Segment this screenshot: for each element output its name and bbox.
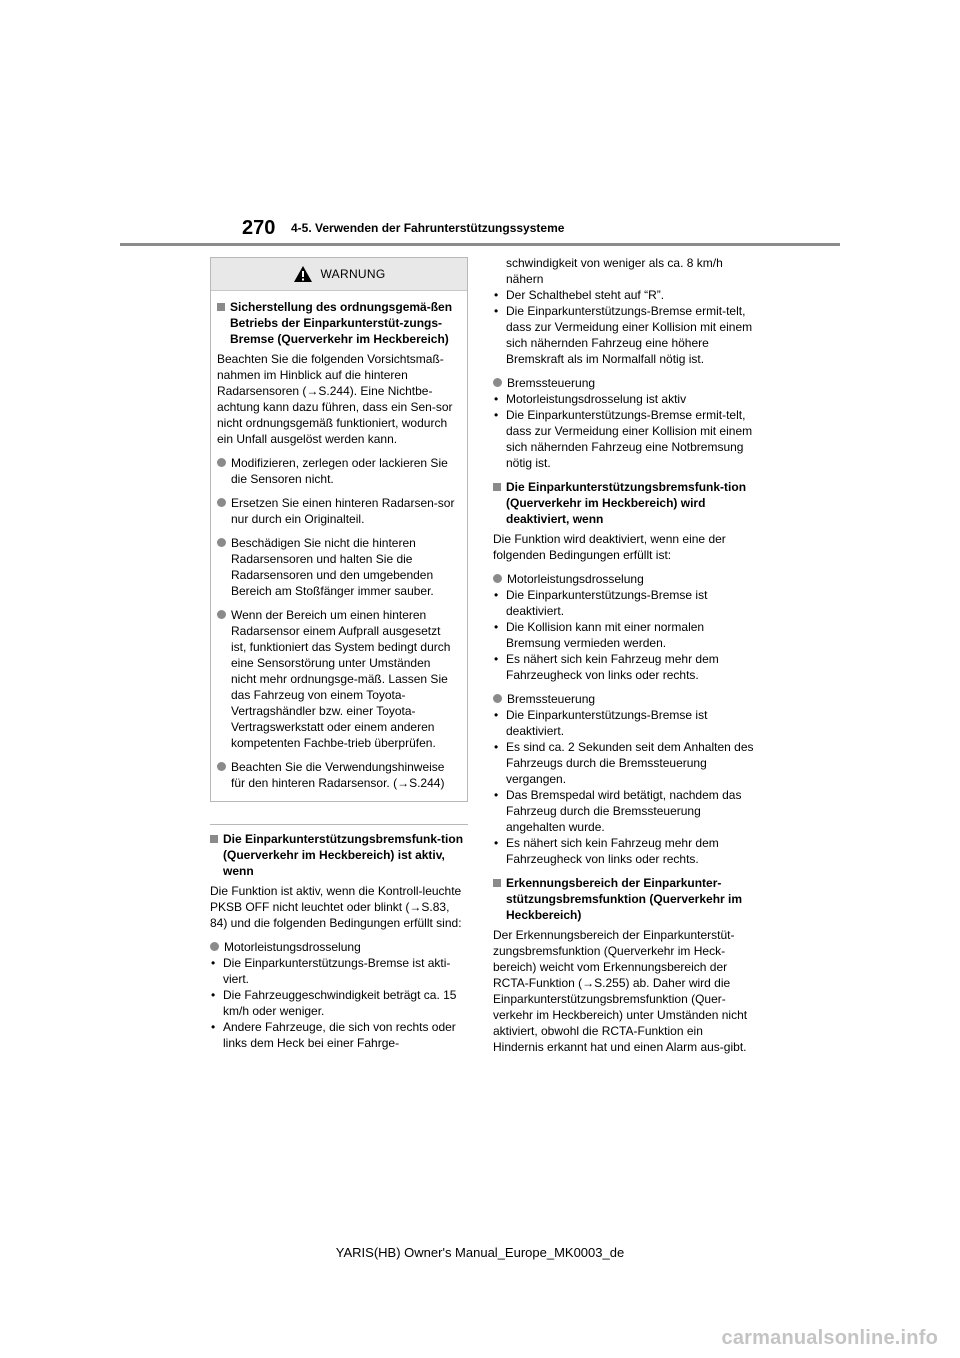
circle-bullet-icon xyxy=(493,378,502,387)
warning-content xyxy=(211,291,467,791)
circle-bullet-icon xyxy=(493,574,502,583)
warning-triangle-icon xyxy=(293,265,313,283)
active-group xyxy=(210,939,468,1051)
warning-title: WARNUNG xyxy=(320,267,386,281)
square-bullet-icon xyxy=(217,303,225,311)
square-bullet-icon xyxy=(493,879,501,887)
warning-heading-text: Sicherstellung des ordnungsgemä-ßen Betriebs der Einparkunterstüt-zungs-Bremse (Querverkehr im Heckbereich) xyxy=(230,300,453,346)
section-title: 4-5. Verwenden der Fahrunterstützungssysteme xyxy=(291,221,565,235)
list-item: • Die Fahrzeuggeschwindigkeit beträgt ca. 15 km/h oder weniger. xyxy=(210,987,468,1019)
watermark: carmanualsonline.info xyxy=(721,1327,938,1349)
active-group-2-label-text: Bremssteuerung xyxy=(507,376,596,390)
square-bullet-icon xyxy=(210,835,218,843)
detection-heading-text: Erkennungsbereich der Einparkunter-stützungsbremsfunktion (Querverkehr im Heckbereich) xyxy=(506,876,743,922)
list-item-text-part: Andere Fahrzeuge, die sich von rechts oder links dem Heck bei einer Fahrge- xyxy=(223,1020,456,1050)
list-item: • Die Einparkunterstützungs-Bremse ist deaktiviert. xyxy=(493,587,755,619)
list-item: • Die Einparkunterstützungs-Bremse ist akti-viert. xyxy=(210,955,468,987)
warning-item-text: Modifizieren, zerlegen oder lackieren Sie die Sensoren nicht. xyxy=(231,456,448,486)
active-group-2-label xyxy=(493,375,755,391)
footer-text: YARIS(HB) Owner's Manual_Europe_MK0003_de xyxy=(335,1245,625,1260)
deactivated-heading-text: Die Einparkunterstützungsbremsfunk-tion (Querverkehr im Heckbereich) wird deaktiviert, wenn xyxy=(506,480,747,526)
warning-item-text: Wenn der Bereich um einen hinteren Radarsensor einem Aufprall ausgesetzt ist, funktioniert das System bedingt durch eine Sensorstörung unter Umständen nicht mehr ordnungsge-mäß. Lassen Sie das Fahrzeug von einem Toyota-Vertragshändler bzw. einer Toyota-Vertragswerkstatt oder einem anderen kompetenten Fachbe-trieb überprüfen. xyxy=(231,608,451,750)
warning-item-text: Beachten Sie die Verwendungshinweise für den hinteren Radarsensor. (→S.244) xyxy=(231,760,445,790)
header-rule xyxy=(120,243,840,246)
circle-bullet-icon xyxy=(217,762,226,771)
active-intro: Die Funktion ist aktiv, wenn die Kontroll-leuchte PKSB OFF nicht leuchtet oder blinkt (→S.83, 84) und die folgenden Bedingungen erfüllt sind: xyxy=(210,884,462,930)
warning-item xyxy=(217,455,459,487)
detection-text: Der Erkennungsbereich der Einparkunterstüt-zungsbremsfunktion (Querverkehr im Heck-bereich) weicht vom Erkennungsbereich der RCTA-Funktion (→S.255) ab. Daher wird die Einparkunterstützungsbremsfunktion (Quer-verkehr im Heckbereich) unter Umständen nicht aktiviert, obwohl die RCTA-Funktion ein Hindernis erkannt hat und einen Alarm aus-gibt. xyxy=(493,928,748,1054)
deactivated-group-2-label-text: Bremssteuerung xyxy=(507,692,596,706)
warning-item-text: Ersetzen Sie einen hinteren Radarsen-sor nur durch ein Originalteil. xyxy=(231,496,455,526)
active-group-2-list xyxy=(493,391,755,471)
list-item: • Das Bremspedal wird betätigt, nachdem das Fahrzeug durch die Bremssteuerung angehalten wurde. xyxy=(493,787,755,835)
list-item-continuation: schwindigkeit von weniger als ca. 8 km/h nähern xyxy=(506,256,723,286)
list-item: • Der Schalthebel steht auf “R”. xyxy=(493,287,755,303)
warning-intro: Beachten Sie die folgenden Vorsichtsmaß-nahmen im Hinblick auf die hinteren Radarsensoren (→S.244). Eine Nichtbe-achtung kann dazu führen, dass ein Sen-sor nicht ordnungsgemäß funktioniert, wodurch ein Unfall ausgelöst werden kann. xyxy=(217,352,453,446)
page-number: 270 xyxy=(242,217,276,239)
circle-bullet-icon xyxy=(217,538,226,547)
circle-bullet-icon xyxy=(217,498,226,507)
list-item: • Die Einparkunterstützungs-Bremse ermit-telt, dass zur Vermeidung einer Kollision mit einem sich nähernden Fahrzeug eine höhere Bremskraft als im Normalfall nötig ist. xyxy=(493,303,755,367)
active-group-list-continued xyxy=(493,287,755,367)
warning-item xyxy=(217,607,459,751)
right-column xyxy=(493,255,755,1055)
circle-bullet-icon xyxy=(210,942,219,951)
active-heading-text: Die Einparkunterstützungsbremsfunk-tion (Querverkehr im Heckbereich) ist aktiv, wenn xyxy=(223,832,464,878)
deactivated-group-1 xyxy=(493,571,755,683)
list-item: • Es nähert sich kein Fahrzeug mehr dem Fahrzeugheck von links oder rechts. xyxy=(493,651,755,683)
left-column xyxy=(210,257,468,1051)
list-item: • Motorleistungsdrosselung ist aktiv xyxy=(493,391,755,407)
list-item: • Die Einparkunterstützungs-Bremse ist deaktiviert. xyxy=(493,707,755,739)
warning-item xyxy=(217,759,459,791)
deactivated-group-2-label xyxy=(493,691,755,707)
deactivated-group-1-label xyxy=(493,571,755,587)
circle-bullet-icon xyxy=(217,458,226,467)
deactivated-heading xyxy=(493,479,755,527)
list-item xyxy=(210,1019,468,1051)
list-item: • Die Einparkunterstützungs-Bremse ermit-telt, dass zur Vermeidung einer Kollision mit einem sich nähernden Fahrzeug eine Notbremsung nötig ist. xyxy=(493,407,755,471)
warning-item xyxy=(217,495,459,527)
section-divider xyxy=(210,824,468,825)
list-item: • Es sind ca. 2 Sekunden seit dem Anhalten des Fahrzeugs durch die Bremssteuerung vergangen. xyxy=(493,739,755,787)
warning-box xyxy=(210,257,468,802)
warning-heading xyxy=(217,299,459,347)
deactivated-group-2-list xyxy=(493,707,755,867)
list-item: • Die Kollision kann mit einer normalen Bremsung vermieden werden. xyxy=(493,619,755,651)
active-group-label xyxy=(210,939,468,955)
active-group-2 xyxy=(493,375,755,471)
active-group-list xyxy=(210,955,468,1051)
circle-bullet-icon xyxy=(217,610,226,619)
deactivated-intro: Die Funktion wird deaktiviert, wenn eine der folgenden Bedingungen erfüllt ist: xyxy=(493,532,726,562)
warning-item-text: Beschädigen Sie nicht die hinteren Radarsensoren und halten Sie die Radarsensoren und den umgebenden Bereich am Stoßfänger immer sauber. xyxy=(231,536,434,598)
active-heading xyxy=(210,831,468,879)
circle-bullet-icon xyxy=(493,694,502,703)
list-item: • Es nähert sich kein Fahrzeug mehr dem Fahrzeugheck von links oder rechts. xyxy=(493,835,755,867)
deactivated-group-1-list xyxy=(493,587,755,683)
active-group-label-text: Motorleistungsdrosselung xyxy=(224,940,361,954)
warning-header xyxy=(211,258,467,291)
detection-heading xyxy=(493,875,755,923)
deactivated-group-1-label-text: Motorleistungsdrosselung xyxy=(507,572,644,586)
warning-item xyxy=(217,535,459,599)
square-bullet-icon xyxy=(493,483,501,491)
deactivated-group-2 xyxy=(493,691,755,867)
